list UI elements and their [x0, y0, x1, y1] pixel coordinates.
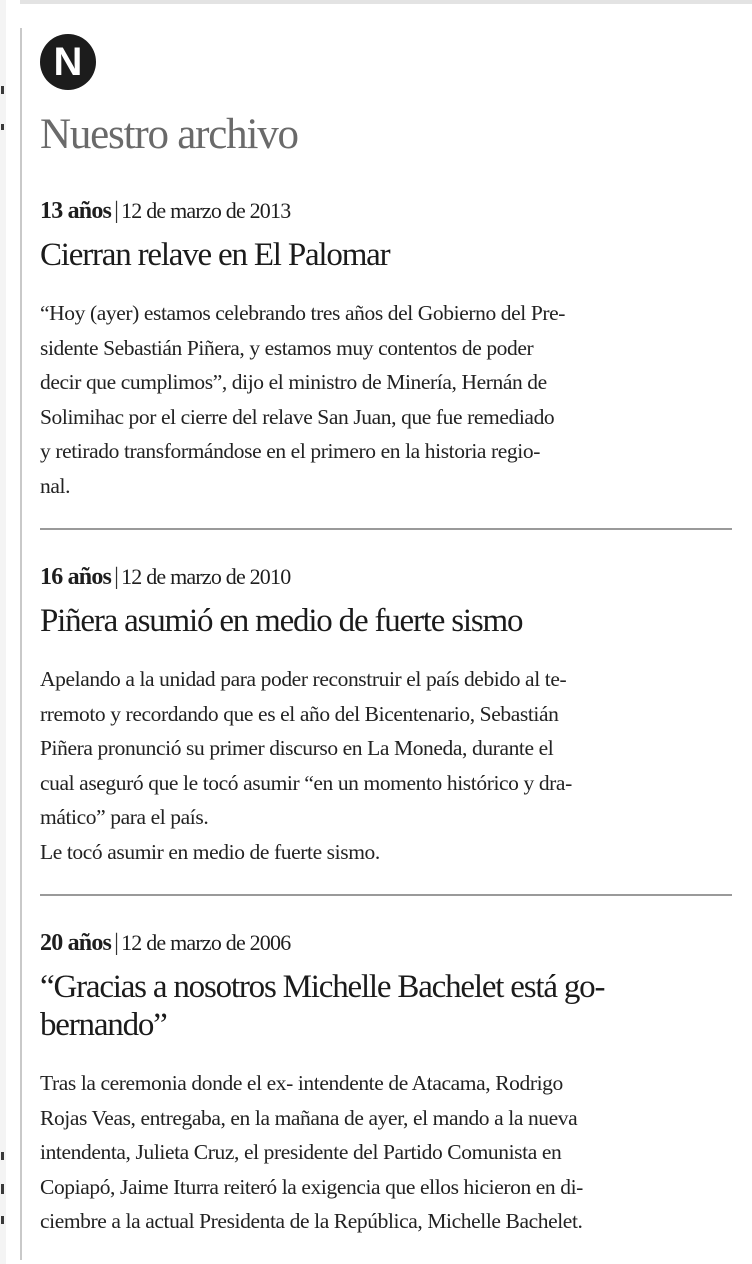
section-divider	[40, 528, 732, 530]
archive-entry	[40, 928, 736, 1239]
entry-body: “Hoy (ayer) estamos celebrando tres años del Gobierno del Pre- sidente Sebastián Piñera, y estamos muy contentos de poder decir que cumplimos”, dijo el ministro de Minería, Hernán de Solimihac por el cierre del relave San Juan, que fue remediado y retirado transformándose en el primero en la historia regio- nal.	[40, 301, 566, 498]
logo-badge: N	[40, 34, 96, 90]
entry-date: 12 de marzo de 2006	[121, 930, 291, 955]
edge-mark	[1, 86, 4, 94]
entry-age: 13 años	[40, 198, 112, 224]
edge-mark	[1, 1152, 4, 1160]
archive-column	[40, 34, 736, 1234]
entry-separator: |	[114, 564, 119, 590]
edge-mark	[1, 1216, 4, 1224]
entry-age: 16 años	[40, 564, 112, 590]
section-divider	[40, 894, 732, 896]
entry-body: Tras la ceremonia donde el ex- intendente de Atacama, Rodrigo Rojas Veas, entregaba, en la mañana de ayer, el mando a la nueva intendenta, Julieta Cruz, el presidente del Partido Comunista en Copiapó, Jaime Iturra reiteró la exigencia que ellos hicieron en di- ciembre a la actual Presidenta de la República, Michelle Bachelet.	[40, 1071, 583, 1234]
entry-separator: |	[114, 930, 119, 956]
entry-date: 12 de marzo de 2013	[121, 198, 291, 223]
entry-meta	[40, 928, 736, 958]
edge-mark	[1, 1184, 4, 1194]
top-rule	[20, 0, 752, 4]
archive-entry	[40, 562, 736, 870]
page-edge	[0, 0, 6, 1264]
entry-body: Apelando a la unidad para poder reconstruir el país debido al te- rremoto y recordando que es el año del Bicentenario, Sebastián Piñera pronunció su primer discurso en La Moneda, durante el cual aseguró que le tocó asumir “en un momento histórico y dra- mático” para el país. Le tocó asumir en medio de fuerte sismo.	[40, 667, 572, 864]
entry-meta	[40, 562, 736, 592]
entry-headline: Cierran relave en El Palomar	[40, 237, 390, 273]
section-title: Nuestro archivo	[40, 111, 298, 158]
entry-meta	[40, 196, 736, 226]
archive-entry	[40, 196, 736, 504]
entry-separator: |	[114, 198, 119, 224]
entry-headline: Piñera asumió en medio de fuerte sismo	[40, 603, 523, 639]
edge-mark	[1, 124, 4, 130]
entry-date: 12 de marzo de 2010	[121, 564, 291, 589]
entry-age: 20 años	[40, 930, 112, 956]
entry-headline: “Gracias a nosotros Michelle Bachelet está go- bernando”	[40, 969, 605, 1043]
column-rule	[20, 28, 22, 1260]
